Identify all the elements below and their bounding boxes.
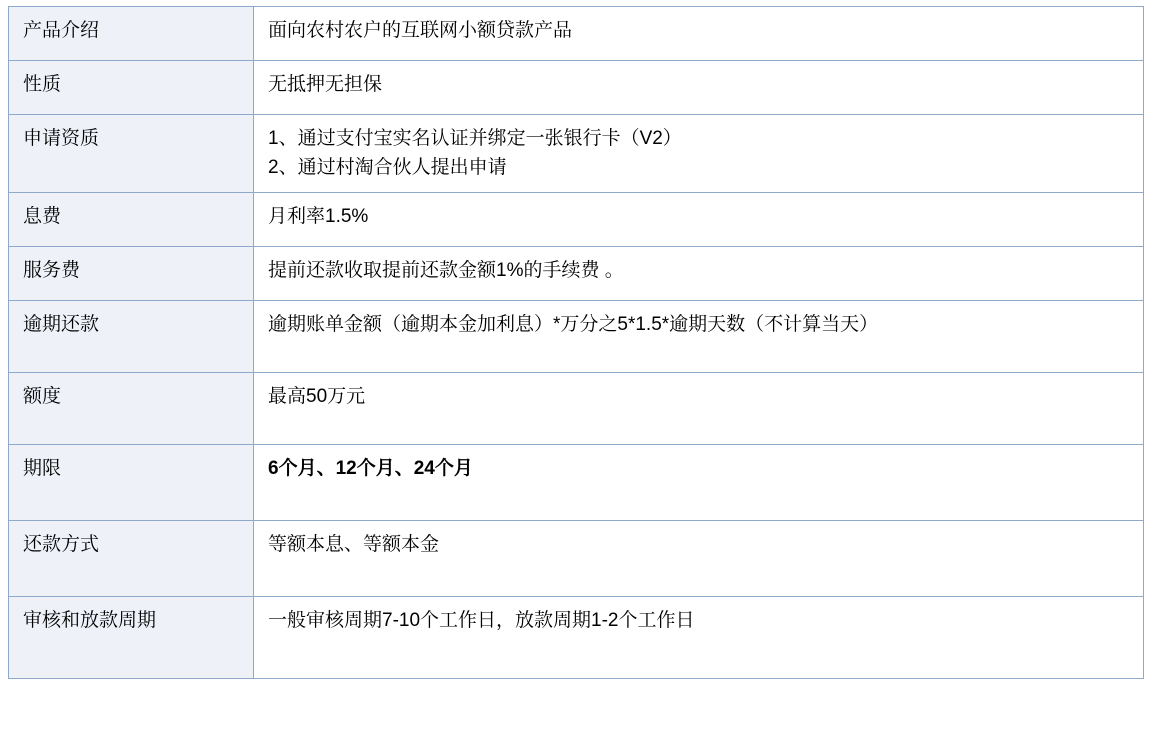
row-value-cell <box>254 373 1144 445</box>
row-value-line: 面向农村农户的互联网小额贷款产品 <box>268 20 573 41</box>
row-label-text: 逾期还款 <box>23 314 100 335</box>
row-label-text: 服务费 <box>23 260 81 281</box>
row-value-cell <box>254 445 1144 521</box>
table-row <box>9 61 1144 115</box>
row-value-cell <box>254 115 1144 193</box>
row-label-cell <box>9 521 254 597</box>
table-row <box>9 193 1144 247</box>
row-value-cell <box>254 597 1144 679</box>
row-value-line: 1、通过支付宝实名认证并绑定一张银行卡（V2） <box>268 128 682 149</box>
table-row <box>9 597 1144 679</box>
row-value-line: 一般审核周期7-10个工作日，放款周期1-2个工作日 <box>268 610 695 631</box>
row-value-cell <box>254 301 1144 373</box>
row-label-text: 还款方式 <box>23 534 100 555</box>
table-row <box>9 247 1144 301</box>
row-value-line: 逾期账单金额（逾期本金加利息）*万分之5*1.5*逾期天数（不计算当天） <box>268 314 879 335</box>
row-label-cell <box>9 597 254 679</box>
row-value-cell <box>254 7 1144 61</box>
row-label-cell <box>9 7 254 61</box>
table-row <box>9 521 1144 597</box>
row-value-cell <box>254 61 1144 115</box>
row-value-cell <box>254 247 1144 301</box>
row-value-line: 最高50万元 <box>268 386 366 407</box>
row-value-line: 月利率1.5% <box>268 206 369 227</box>
row-label-text: 期限 <box>23 458 62 479</box>
table-row <box>9 115 1144 193</box>
row-value-cell <box>254 521 1144 597</box>
row-value-line: 等额本息、等额本金 <box>268 534 440 555</box>
table-row <box>9 7 1144 61</box>
table-body <box>9 7 1144 679</box>
row-label-cell <box>9 373 254 445</box>
row-value-line: 2、通过村淘合伙人提出申请 <box>268 156 507 178</box>
table-row <box>9 445 1144 521</box>
row-label-cell <box>9 301 254 373</box>
row-label-text: 息费 <box>23 206 62 227</box>
row-label-text: 性质 <box>23 74 62 95</box>
row-label-cell <box>9 115 254 193</box>
row-value-line: 6个月、12个月、24个月 <box>268 458 473 479</box>
table-row <box>9 301 1144 373</box>
document-sheet <box>0 6 1158 732</box>
row-value-line: 提前还款收取提前还款金额1%的手续费 。 <box>268 260 624 281</box>
row-label-cell <box>9 61 254 115</box>
row-label-cell <box>9 193 254 247</box>
row-label-text: 审核和放款周期 <box>23 610 157 631</box>
row-label-text: 额度 <box>23 386 62 407</box>
row-value-line: 无抵押无担保 <box>268 74 383 95</box>
table-row <box>9 373 1144 445</box>
row-value-cell <box>254 193 1144 247</box>
row-label-text: 产品介绍 <box>23 20 100 41</box>
row-label-cell <box>9 247 254 301</box>
row-label-cell <box>9 445 254 521</box>
row-label-text: 申请资质 <box>23 128 100 149</box>
product-detail-table <box>8 6 1144 679</box>
